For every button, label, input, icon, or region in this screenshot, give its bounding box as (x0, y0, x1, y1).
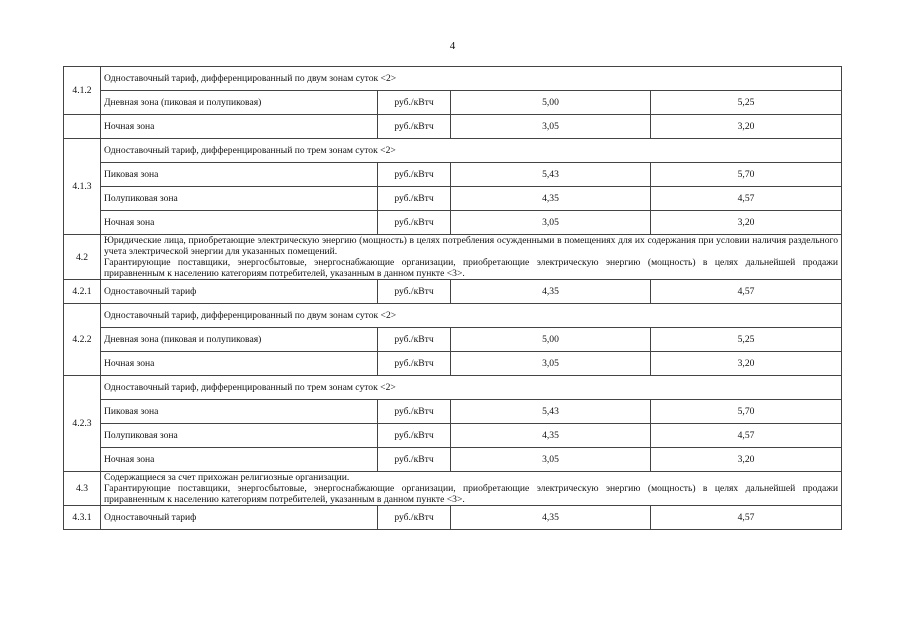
value-cell-2: 3,20 (651, 448, 842, 472)
page-number: 4 (449, 40, 456, 52)
value-cell-2: 5,70 (651, 163, 842, 187)
unit-cell: руб./кВтч (378, 163, 451, 187)
table-row (64, 304, 842, 328)
category-description (101, 472, 842, 506)
unit-cell: руб./кВтч (378, 352, 451, 376)
unit-cell: руб./кВтч (378, 448, 451, 472)
value-cell-1: 3,05 (451, 448, 651, 472)
row-number (64, 115, 101, 139)
value-cell-2: 4,57 (651, 187, 842, 211)
zone-name: Пиковая зона (101, 400, 378, 424)
description-paragraph: Содержащиеся за счет прихожан религиозные организации. (104, 472, 350, 483)
value-cell-2: 4,57 (651, 506, 842, 530)
value-cell-1: 4,35 (451, 424, 651, 448)
table-row (64, 400, 842, 424)
value-cell-1: 5,00 (451, 91, 651, 115)
value-cell-1: 4,35 (451, 506, 651, 530)
value-cell-1: 3,05 (451, 352, 651, 376)
tariff-name: Одноставочный тариф (101, 280, 378, 304)
value-cell-2: 3,20 (651, 115, 842, 139)
zone-name: Ночная зона (101, 352, 378, 376)
table-row (64, 211, 842, 235)
table-row (64, 424, 842, 448)
value-cell-2: 5,25 (651, 91, 842, 115)
unit-cell: руб./кВтч (378, 91, 451, 115)
unit-cell: руб./кВтч (378, 424, 451, 448)
row-number: 4.1.2 (64, 67, 101, 115)
table-row (64, 187, 842, 211)
table-row (64, 352, 842, 376)
section-title: Одноставочный тариф, дифференцированный по трем зонам суток <2> (101, 376, 842, 400)
zone-name: Полупиковая зона (101, 424, 378, 448)
description-paragraph: Гарантирующие поставщики, энергосбытовые, энергоснабжающие организации, приобретающие электрическую энергию (мощность) в целях дальнейшей продажи приравненным к населению категориям потребителей, указанным в данном пункте <3>. (104, 257, 839, 279)
table-row (64, 235, 842, 280)
category-description (101, 235, 842, 280)
row-number: 4.1.3 (64, 139, 101, 235)
value-cell-1: 4,35 (451, 187, 651, 211)
table-row (64, 280, 842, 304)
value-cell-1: 5,00 (451, 328, 651, 352)
section-title: Одноставочный тариф, дифференцированный по двум зонам суток <2> (101, 67, 842, 91)
table-row (64, 506, 842, 530)
value-cell-1: 5,43 (451, 400, 651, 424)
unit-cell: руб./кВтч (378, 280, 451, 304)
value-cell-2: 3,20 (651, 211, 842, 235)
zone-name: Дневная зона (пиковая и полупиковая) (101, 91, 378, 115)
value-cell-2: 3,20 (651, 352, 842, 376)
row-number: 4.2 (64, 235, 101, 280)
row-number: 4.3.1 (64, 506, 101, 530)
zone-name: Пиковая зона (101, 163, 378, 187)
row-number: 4.2.2 (64, 304, 101, 376)
value-cell-1: 3,05 (451, 115, 651, 139)
description-paragraph: Юридические лица, приобретающие электрическую энергию (мощность) в целях потребления осужденными в помещениях для их содержания при условии наличия раздельного учета электрической энергии для указанных помещений. (104, 235, 839, 257)
tariff-name: Одноставочный тариф (101, 506, 378, 530)
unit-cell: руб./кВтч (378, 506, 451, 530)
unit-cell: руб./кВтч (378, 115, 451, 139)
value-cell-1: 4,35 (451, 280, 651, 304)
value-cell-2: 5,70 (651, 400, 842, 424)
table-row (64, 472, 842, 506)
zone-name: Ночная зона (101, 448, 378, 472)
table-row (64, 163, 842, 187)
table-row (64, 67, 842, 91)
value-cell-1: 3,05 (451, 211, 651, 235)
value-cell-2: 4,57 (651, 280, 842, 304)
value-cell-2: 4,57 (651, 424, 842, 448)
table-row (64, 328, 842, 352)
unit-cell: руб./кВтч (378, 328, 451, 352)
description-paragraph: Гарантирующие поставщики, энергосбытовые, энергоснабжающие организации, приобретающие электрическую энергию (мощность) в целях дальнейшей продажи приравненным к населению категориям потребителей, указанным в данном пункте <3>. (104, 483, 839, 505)
section-title: Одноставочный тариф, дифференцированный по трем зонам суток <2> (101, 139, 842, 163)
zone-name: Полупиковая зона (101, 187, 378, 211)
table-row (64, 448, 842, 472)
row-number: 4.3 (64, 472, 101, 506)
row-number: 4.2.1 (64, 280, 101, 304)
unit-cell: руб./кВтч (378, 211, 451, 235)
table-row (64, 115, 842, 139)
tariff-table (63, 66, 842, 530)
zone-name: Дневная зона (пиковая и полупиковая) (101, 328, 378, 352)
section-title: Одноставочный тариф, дифференцированный по двум зонам суток <2> (101, 304, 842, 328)
zone-name: Ночная зона (101, 115, 378, 139)
unit-cell: руб./кВтч (378, 187, 451, 211)
value-cell-2: 5,25 (651, 328, 842, 352)
table-row (64, 139, 842, 163)
value-cell-1: 5,43 (451, 163, 651, 187)
row-number: 4.2.3 (64, 376, 101, 472)
zone-name: Ночная зона (101, 211, 378, 235)
table-row (64, 91, 842, 115)
unit-cell: руб./кВтч (378, 400, 451, 424)
table-row (64, 376, 842, 400)
